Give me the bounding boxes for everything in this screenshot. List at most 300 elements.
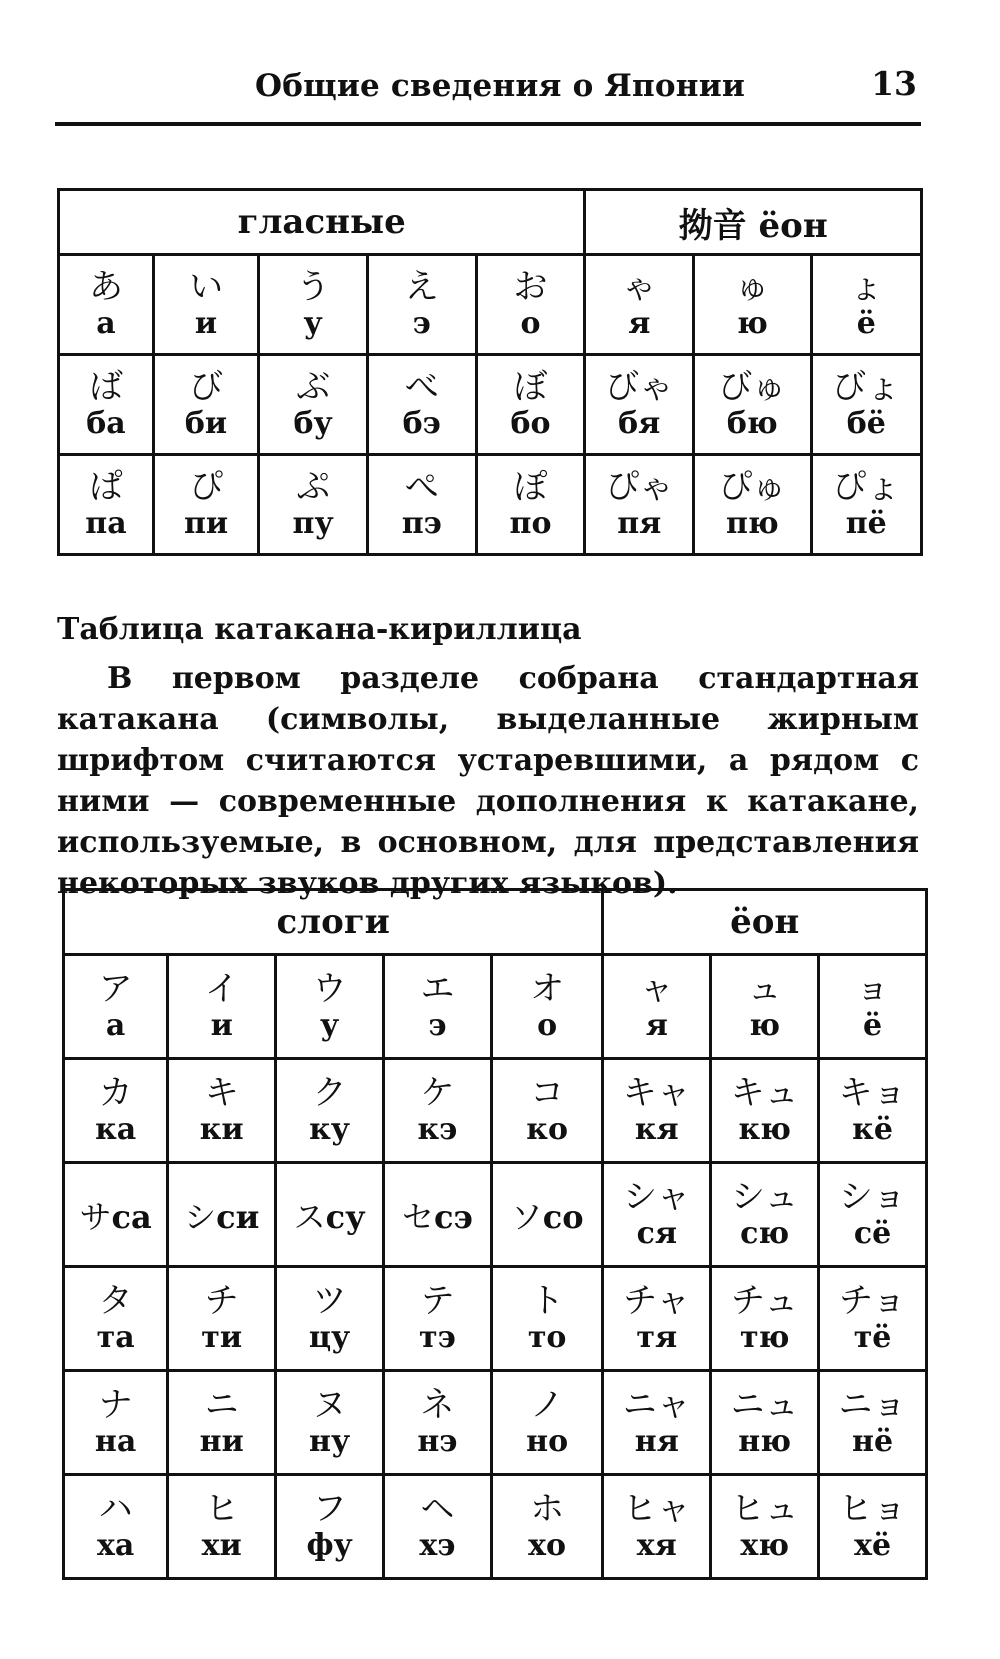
kana-stack	[493, 1386, 601, 1460]
cyrillic-reading: кя	[634, 1111, 679, 1147]
kana-stack	[586, 268, 692, 342]
hiragana-cell	[259, 255, 368, 355]
kana-char: フ	[312, 1488, 347, 1529]
katakana-table	[62, 888, 928, 1580]
kana-stack	[385, 1282, 490, 1356]
section-paragraph: В первом разделе собрана стандартная катакана (символы, выделанные жирным шрифтом считаются устаревшими, а рядом с ними — современные дополнения к катакане, используемые, в основном, для представления некоторых звуков других языков).	[57, 661, 919, 901]
cyrillic-reading: ни	[199, 1423, 244, 1459]
kana-char: ク	[312, 1072, 347, 1113]
kana-stack	[65, 1282, 166, 1356]
kana-stack	[155, 368, 257, 442]
katakana-cell	[168, 955, 276, 1059]
kana-char: ぺ	[404, 466, 439, 507]
kana-stack	[369, 468, 475, 542]
table-row	[59, 255, 922, 355]
cyrillic-reading: би	[184, 405, 228, 441]
kana-char: ぽ	[513, 466, 548, 507]
kana-char: あ	[88, 266, 123, 307]
katakana-cell	[384, 1059, 492, 1163]
katakana-cell	[384, 1371, 492, 1475]
cyrillic-reading: о	[537, 1007, 558, 1043]
kana-char: キュ	[730, 1072, 799, 1113]
hiragana-cell	[259, 355, 368, 455]
kana-stack	[820, 970, 925, 1044]
katakana-cell	[168, 1059, 276, 1163]
kana-stack	[820, 1178, 925, 1252]
kana-stack	[712, 1178, 817, 1252]
hiragana-cell	[153, 255, 258, 355]
hiragana-cell	[367, 255, 476, 355]
kana-char: イ	[204, 968, 239, 1009]
katakana-cell	[491, 955, 602, 1059]
katakana-cell	[711, 1475, 819, 1579]
katakana-cell	[276, 1059, 384, 1163]
cyrillic-reading: хи	[201, 1527, 242, 1563]
katakana-cell	[276, 1267, 384, 1371]
kana-char: い	[189, 266, 224, 307]
cyrillic-reading: кэ	[417, 1111, 458, 1147]
kana-char: びょ	[832, 366, 901, 407]
cyrillic-reading: пё	[845, 505, 887, 541]
kana-char: ニ	[204, 1384, 239, 1425]
kana-stack	[155, 468, 257, 542]
kana-stack	[277, 1074, 382, 1148]
kana-stack	[604, 1490, 709, 1564]
katakana-cell	[64, 1163, 168, 1267]
kana-stack	[478, 468, 584, 542]
kana-char: ぼ	[513, 366, 548, 407]
cyrillic-reading: ну	[308, 1423, 351, 1459]
kana-char: び	[189, 366, 224, 407]
kana-char: ぴゃ	[605, 466, 674, 507]
cyrillic-reading: ся	[636, 1215, 678, 1251]
hiragana-cell	[811, 455, 922, 555]
katakana-cell	[603, 1475, 711, 1579]
kana-stack	[695, 468, 809, 542]
katakana-cell	[819, 1371, 927, 1475]
cyrillic-reading: ку	[309, 1111, 351, 1147]
hiragana-cell	[153, 355, 258, 455]
kana-char: チ	[204, 1280, 239, 1321]
katakana-cell	[603, 1163, 711, 1267]
katakana-cell	[168, 1267, 276, 1371]
kana-stack	[65, 1386, 166, 1460]
kana-char: ヒョ	[838, 1488, 907, 1529]
kana-inline	[511, 1198, 584, 1236]
kana-char: ソ	[510, 1197, 543, 1236]
kana-char: ア	[98, 968, 133, 1009]
katakana-cell	[64, 1475, 168, 1579]
kana-char: べ	[404, 366, 439, 407]
cyrillic-reading: тю	[739, 1319, 790, 1355]
kana-char: え	[404, 266, 439, 307]
kana-stack	[695, 368, 809, 442]
katakana-cell	[819, 1059, 927, 1163]
katakana-cell	[491, 1267, 602, 1371]
katakana-cell	[603, 955, 711, 1059]
katakana-cell	[711, 1267, 819, 1371]
kana-stack	[65, 970, 166, 1044]
kana-char: シ	[184, 1197, 217, 1236]
katakana-cell	[491, 1475, 602, 1579]
cyrillic-reading: ня	[634, 1423, 679, 1459]
hiragana-cell	[694, 255, 811, 355]
hiragana-table	[57, 188, 923, 556]
kana-char: セ	[401, 1197, 434, 1236]
kana-char: コ	[530, 1072, 565, 1113]
cyrillic-reading: тэ	[419, 1319, 456, 1355]
kana-char: ぴ	[189, 466, 224, 507]
kana-stack	[385, 1386, 490, 1460]
cyrillic-reading: сэ	[433, 1197, 473, 1236]
kana-stack	[277, 970, 382, 1044]
cyrillic-reading: но	[526, 1423, 569, 1459]
kana-stack	[277, 1490, 382, 1564]
kana-stack	[277, 1386, 382, 1460]
cyrillic-reading: ю	[736, 305, 768, 341]
kana-char: ょ	[849, 266, 884, 307]
hiragana-cell	[259, 455, 368, 555]
cyrillic-reading: цу	[308, 1319, 351, 1355]
cyrillic-reading: пи	[183, 505, 229, 541]
kana-char: ネ	[420, 1384, 455, 1425]
kana-char: オ	[530, 968, 565, 1009]
yoon-label: ёон	[758, 205, 828, 246]
kana-stack	[820, 1282, 925, 1356]
hiragana-cell	[476, 255, 585, 355]
cyrillic-reading: ха	[96, 1527, 135, 1563]
kana-stack	[277, 1282, 382, 1356]
cyrillic-reading: тя	[636, 1319, 678, 1355]
kana-stack	[169, 1490, 274, 1564]
hiragana-cell	[585, 455, 694, 555]
yoon-kanji: 拗音	[678, 205, 747, 246]
kana-char: キョ	[838, 1072, 907, 1113]
katakana-cell	[384, 1163, 492, 1267]
kana-stack	[820, 1074, 925, 1148]
cyrillic-reading: кю	[738, 1111, 791, 1147]
katakana-cell	[491, 1371, 602, 1475]
cyrillic-reading: бё	[846, 405, 886, 441]
cyrillic-reading: бю	[726, 405, 778, 441]
cyrillic-reading: ки	[199, 1111, 244, 1147]
kana-stack	[155, 268, 257, 342]
hiragana-cell	[694, 455, 811, 555]
cyrillic-reading: пэ	[401, 505, 442, 541]
kana-char: チョ	[839, 1280, 907, 1321]
kana-char: う	[296, 266, 331, 307]
kana-inline	[184, 1198, 259, 1236]
kana-stack	[604, 1074, 709, 1148]
yoon-header	[585, 190, 922, 255]
kana-char: ュ	[747, 968, 782, 1009]
cyrillic-reading: о	[520, 305, 541, 341]
katakana-cell	[276, 1371, 384, 1475]
katakana-cell	[168, 1163, 276, 1267]
kana-char: ぱ	[88, 466, 123, 507]
kana-stack	[169, 970, 274, 1044]
kana-char: ぷ	[296, 466, 331, 507]
cyrillic-reading: ко	[526, 1111, 568, 1147]
cyrillic-reading: у	[303, 305, 323, 341]
kana-char: ヒュ	[730, 1488, 799, 1529]
katakana-cell	[168, 1371, 276, 1475]
cyrillic-reading: э	[412, 305, 431, 341]
cyrillic-reading: хя	[636, 1527, 677, 1563]
cyrillic-reading: бу	[293, 405, 333, 441]
kana-stack	[169, 1282, 274, 1356]
kana-char: ャ	[639, 968, 674, 1009]
katakana-cell	[384, 1475, 492, 1579]
kana-stack	[820, 1386, 925, 1460]
hiragana-cell	[59, 455, 154, 555]
page-number: 13	[871, 64, 917, 103]
kana-stack	[604, 970, 709, 1044]
hiragana-cell	[367, 455, 476, 555]
katakana-cell	[819, 1475, 927, 1579]
kana-char: ショ	[838, 1176, 907, 1217]
cyrillic-reading: хё	[854, 1527, 892, 1563]
kana-char: ぶ	[296, 366, 331, 407]
table-row	[64, 1371, 927, 1475]
kana-char: サ	[79, 1197, 112, 1236]
kana-char: びゅ	[718, 366, 787, 407]
table-row	[59, 455, 922, 555]
cyrillic-reading: хю	[740, 1527, 789, 1563]
kana-stack	[260, 268, 366, 342]
table-row	[64, 1163, 927, 1267]
cyrillic-reading: пю	[725, 505, 779, 541]
cyrillic-reading: и	[194, 305, 218, 341]
kana-stack	[169, 1074, 274, 1148]
cyrillic-reading: бя	[618, 405, 661, 441]
vowels-header: гласные	[59, 190, 585, 255]
cyrillic-reading: хо	[528, 1527, 567, 1563]
hiragana-cell	[476, 355, 585, 455]
cyrillic-reading: у	[319, 1007, 340, 1043]
kana-char: ニャ	[622, 1384, 691, 1425]
cyrillic-reading: сю	[740, 1215, 790, 1251]
kana-char: ぴゅ	[718, 466, 787, 507]
table-row	[64, 955, 927, 1059]
kana-stack	[493, 1282, 601, 1356]
kana-stack	[604, 1386, 709, 1460]
kana-char: キ	[204, 1072, 239, 1113]
hiragana-cell	[585, 355, 694, 455]
kana-stack	[813, 268, 921, 342]
cyrillic-reading: фу	[306, 1527, 353, 1563]
kana-stack	[65, 1490, 166, 1564]
table-row	[64, 1059, 927, 1163]
katakana-cell	[64, 955, 168, 1059]
kana-inline	[294, 1198, 366, 1236]
hiragana-cell	[694, 355, 811, 455]
kana-stack	[586, 368, 692, 442]
kana-char: エ	[420, 968, 455, 1009]
kana-char: ョ	[855, 968, 890, 1009]
table-row	[59, 355, 922, 455]
katakana-cell	[384, 955, 492, 1059]
hiragana-cell	[811, 355, 922, 455]
hiragana-body	[59, 255, 922, 555]
cyrillic-reading: ка	[95, 1111, 137, 1147]
kana-stack	[695, 268, 809, 342]
cyrillic-reading: са	[111, 1197, 152, 1236]
kana-char: チュ	[731, 1280, 799, 1321]
kana-stack	[712, 1282, 817, 1356]
kana-char: ツ	[312, 1280, 347, 1321]
page-title: Общие сведения о Японии	[255, 68, 746, 104]
cyrillic-reading: ню	[738, 1423, 792, 1459]
kana-stack	[604, 1282, 709, 1356]
cyrillic-reading: тё	[853, 1319, 892, 1355]
cyrillic-reading: хэ	[419, 1527, 456, 1563]
kana-char: ヌ	[312, 1384, 347, 1425]
cyrillic-reading: ё	[863, 1007, 883, 1043]
cyrillic-reading: и	[210, 1007, 233, 1043]
table-row	[64, 1475, 927, 1579]
katakana-cell	[711, 1163, 819, 1267]
cyrillic-reading: сё	[853, 1215, 892, 1251]
cyrillic-reading: а	[105, 1007, 126, 1043]
cyrillic-reading: ба	[86, 405, 126, 441]
katakana-cell	[603, 1267, 711, 1371]
kana-char: キャ	[622, 1072, 691, 1113]
kana-char: チャ	[623, 1280, 691, 1321]
kana-stack	[493, 1490, 601, 1564]
kana-stack	[260, 368, 366, 442]
kana-char: ゃ	[622, 266, 657, 307]
cyrillic-reading: на	[94, 1423, 137, 1459]
kana-char: ぴょ	[832, 466, 901, 507]
yoon-header-katakana: ёон	[603, 890, 927, 955]
kana-char: ニョ	[838, 1384, 907, 1425]
kana-stack	[65, 1074, 166, 1148]
cyrillic-reading: бэ	[402, 405, 441, 441]
kana-char: ハ	[98, 1488, 133, 1529]
kana-char: ヒャ	[622, 1488, 691, 1529]
katakana-cell	[819, 955, 927, 1059]
kana-stack	[813, 468, 921, 542]
katakana-cell	[276, 1475, 384, 1579]
syllables-header: слоги	[64, 890, 603, 955]
cyrillic-reading: пу	[292, 505, 334, 541]
cyrillic-reading: со	[542, 1197, 584, 1236]
katakana-cell	[64, 1059, 168, 1163]
kana-char: お	[513, 266, 548, 307]
page-header	[55, 60, 921, 126]
kana-inline	[80, 1198, 152, 1236]
katakana-cell	[276, 1163, 384, 1267]
kana-char: ナ	[98, 1384, 133, 1425]
table-row	[64, 1267, 927, 1371]
katakana-cell	[276, 955, 384, 1059]
kana-char: ホ	[530, 1488, 565, 1529]
kana-char: カ	[98, 1072, 133, 1113]
kana-stack	[169, 1386, 274, 1460]
cyrillic-reading: та	[96, 1319, 135, 1355]
katakana-cell	[819, 1163, 927, 1267]
kana-stack	[604, 1178, 709, 1252]
hiragana-cell	[367, 355, 476, 455]
kana-char: ケ	[420, 1072, 455, 1113]
kana-stack	[712, 1386, 817, 1460]
katakana-cell	[711, 1371, 819, 1475]
kana-stack	[712, 1490, 817, 1564]
kana-char: びゃ	[605, 366, 674, 407]
kana-stack	[586, 468, 692, 542]
kana-char: シュ	[731, 1176, 799, 1217]
hiragana-cell	[476, 455, 585, 555]
kana-stack	[385, 970, 490, 1044]
cyrillic-reading: пя	[617, 505, 662, 541]
katakana-cell	[384, 1267, 492, 1371]
kana-char: ス	[293, 1197, 326, 1236]
katakana-cell	[603, 1059, 711, 1163]
katakana-cell	[491, 1163, 602, 1267]
kana-stack	[478, 368, 584, 442]
kana-stack	[260, 468, 366, 542]
cyrillic-reading: ё	[856, 305, 876, 341]
kana-char: ノ	[530, 1384, 565, 1425]
cyrillic-reading: ю	[749, 1007, 781, 1043]
cyrillic-reading: ти	[201, 1319, 243, 1355]
cyrillic-reading: то	[527, 1319, 567, 1355]
hiragana-cell	[59, 255, 154, 355]
kana-stack	[712, 1074, 817, 1148]
kana-char: ヘ	[420, 1488, 455, 1529]
kana-stack	[385, 1490, 490, 1564]
katakana-cell	[64, 1267, 168, 1371]
katakana-cell	[64, 1371, 168, 1475]
cyrillic-reading: су	[325, 1197, 366, 1236]
kana-char: ウ	[312, 968, 347, 1009]
kana-char: ば	[88, 366, 123, 407]
kana-char: ヒ	[204, 1488, 239, 1529]
cyrillic-reading: бо	[510, 405, 551, 441]
kana-stack	[60, 268, 152, 342]
kana-stack	[493, 970, 601, 1044]
cyrillic-reading: я	[628, 305, 651, 341]
cyrillic-reading: кё	[852, 1111, 893, 1147]
section-title: Таблица катакана-кириллица	[57, 612, 582, 647]
kana-char: シャ	[623, 1176, 691, 1217]
kana-stack	[385, 1074, 490, 1148]
cyrillic-reading: си	[216, 1197, 260, 1236]
kana-stack	[478, 268, 584, 342]
cyrillic-reading: я	[645, 1007, 668, 1043]
cyrillic-reading: нё	[852, 1423, 894, 1459]
kana-char: ニュ	[730, 1384, 799, 1425]
hiragana-cell	[59, 355, 154, 455]
katakana-cell	[168, 1475, 276, 1579]
katakana-cell	[711, 1059, 819, 1163]
kana-inline	[402, 1198, 473, 1236]
katakana-body	[64, 955, 927, 1579]
kana-stack	[820, 1490, 925, 1564]
hiragana-cell	[153, 455, 258, 555]
katakana-cell	[491, 1059, 602, 1163]
cyrillic-reading: нэ	[417, 1423, 458, 1459]
kana-stack	[60, 468, 152, 542]
katakana-cell	[819, 1267, 927, 1371]
cyrillic-reading: э	[428, 1007, 447, 1043]
kana-stack	[813, 368, 921, 442]
hiragana-cell	[811, 255, 922, 355]
katakana-cell	[711, 955, 819, 1059]
kana-stack	[369, 368, 475, 442]
cyrillic-reading: па	[85, 505, 127, 541]
